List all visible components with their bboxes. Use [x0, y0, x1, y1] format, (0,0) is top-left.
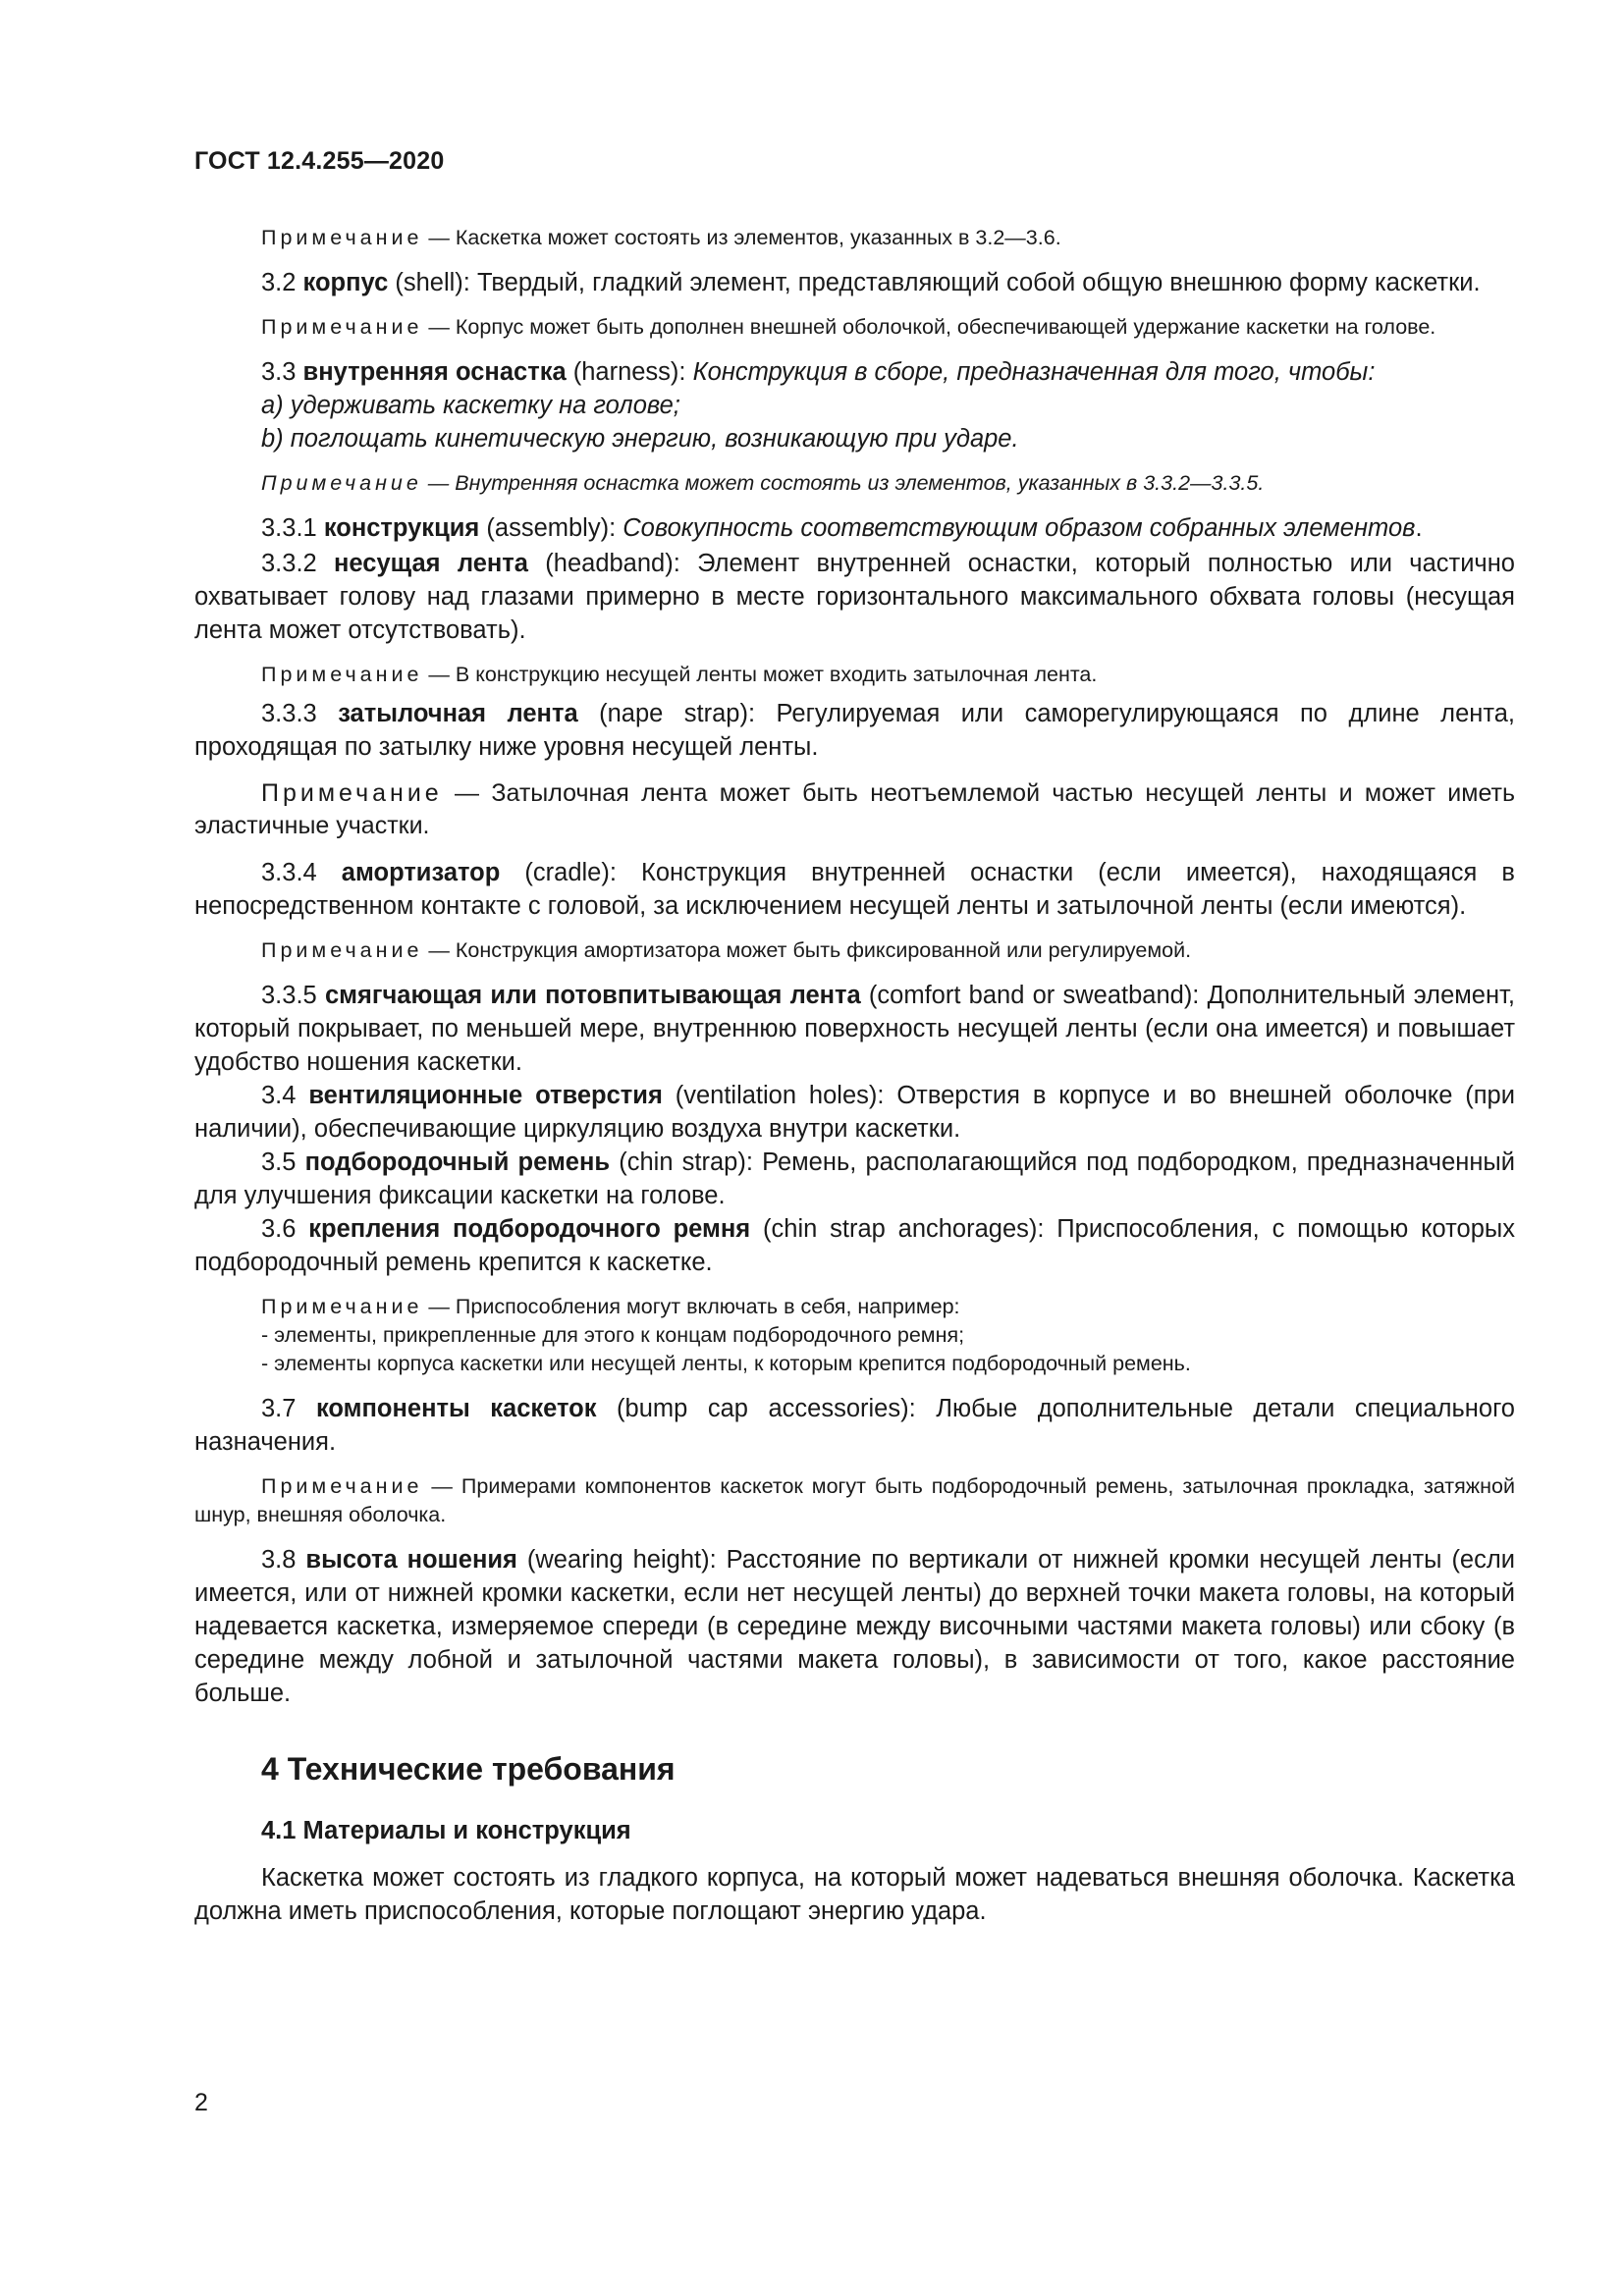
definition-3-3-item-b: b) поглощать кинетическую энергию, возникающую при ударе. [261, 425, 1019, 453]
paragraph-4-1: Каскетка может состоять из гладкого корпуса, на который может надеваться внешняя оболочка. Каскетка должна иметь приспособления, которые поглощают энергию удара. [194, 1864, 1515, 1925]
note-3-3-3: Примечание — Затылочная лента может быть неотъемлемой частью несущей ленты и может иметь эластичные участки. [194, 779, 1515, 839]
definition-3-6: 3.6 крепления подбородочного ремня (chin strap anchorages): Приспособления, с помощью которых подбородочный ремень крепится к каскетке. [194, 1215, 1515, 1276]
definition-3-3: 3.3 внутренняя оснастка (harness): Конструкция в сборе, предназначенная для того, чтобы: [261, 358, 1376, 386]
definition-3-3-5: 3.3.5 смягчающая или потовпитывающая лента (comfort band or sweatband): Дополнительный элемент, который покрывает, по меньшей мере, внутреннюю поверхность несущей ленты (если она имеется) и повышает удобство ношения каскетки. [194, 982, 1515, 1076]
definition-3-3-2: 3.3.2 несущая лента (headband): Элемент внутренней оснастки, который полностью или частично охватывает голову над глазами примерно в месте горизонтального максимального обхвата головы (несущая лента может отсутствовать). [194, 550, 1515, 644]
term: конструкция [323, 514, 480, 542]
definition-3-3-4: 3.3.4 амортизатор (cradle): Конструкция внутренней оснастки (если имеется), находящаяся в непосредственном контакте с головой, за исключением несущей ленты и затылочной ленты (если имеются). [194, 859, 1515, 920]
document-body [194, 224, 1515, 1928]
term: амортизатор [341, 859, 501, 886]
term: несущая лента [334, 550, 528, 577]
note-label: Примечание [261, 226, 423, 249]
definition-3-7: 3.7 компоненты каскеток (bump cap accessories): Любые дополнительные детали специального назначения. [194, 1395, 1515, 1456]
note-text: Каскетка может состоять из элементов, указанных в 3.2—3.6. [455, 226, 1061, 249]
note-label: Примечание [261, 938, 423, 962]
note-label: Примечание [261, 1295, 423, 1318]
term: высота ношения [305, 1546, 517, 1574]
term: крепления подбородочного ремня [308, 1215, 751, 1243]
term: корпус [302, 269, 389, 296]
note-label: Примечание [261, 315, 423, 339]
note-text: Приспособления могут включать в себя, например: [455, 1295, 960, 1318]
term: смягчающая или потовпитывающая лента [324, 982, 861, 1009]
note-3-6-item-1: - элементы, прикрепленные для этого к концам подбородочного ремня; [261, 1323, 965, 1347]
page-number: 2 [194, 2089, 208, 2116]
definition-3-3-1: 3.3.1 конструкция (assembly): Совокупность соответствующим образом собранных элементов. [261, 514, 1423, 542]
definition-3-5: 3.5 подбородочный ремень (chin strap): Ремень, располагающийся под подбородком, предназначенный для улучшения фиксации каскетки на голове. [194, 1148, 1515, 1209]
term: компоненты каскеток [315, 1395, 597, 1422]
note-3-6-item-2: - элементы корпуса каскетки или несущей ленты, к которым крепится подбородочный ремень. [261, 1352, 1191, 1375]
definition-3-2: 3.2 корпус (shell): Твердый, гладкий элемент, представляющий собой общую внешнюю форму каскетки. [261, 269, 1481, 296]
note-text: Примерами компонентов каскеток могут быть подбородочный ремень, затылочная прокладка, затяжной шнур, внешняя оболочка. [194, 1474, 1515, 1526]
note-text: Затылочная лента может быть неотъемлемой частью несущей ленты и может иметь эластичные участки. [194, 779, 1515, 839]
document-header: ГОСТ 12.4.255—2020 [194, 147, 445, 175]
term: внутренняя оснастка [302, 358, 567, 386]
note-label: Примечание [261, 779, 443, 807]
note-label: Примечание [261, 663, 423, 686]
note-3-6: Примечание — Приспособления могут включать в себя, например: [261, 1295, 960, 1318]
note-3-2: Примечание — Корпус может быть дополнен внешней оболочкой, обеспечивающей удержание каскетки на голове. [261, 315, 1436, 339]
term: затылочная лента [338, 700, 578, 727]
note-text: Конструкция амортизатора может быть фиксированной или регулируемой. [455, 938, 1192, 962]
note-text: Корпус может быть дополнен внешней оболочкой, обеспечивающей удержание каскетки на голове. [455, 315, 1436, 339]
term: подбородочный ремень [304, 1148, 611, 1176]
note-3-3-2: Примечание — В конструкцию несущей ленты может входить затылочная лента. [261, 663, 1098, 686]
section-heading-4-1: 4.1 Материалы и конструкция [261, 1817, 631, 1844]
note-label: Примечание [261, 1474, 423, 1498]
definition-3-3-3: 3.3.3 затылочная лента (nape strap): Регулируемая или саморегулирующаяся по длине лента, проходящая по затылку ниже уровня несущей ленты. [194, 700, 1515, 761]
note-3-3: Примечание — Внутренняя оснастка может состоять из элементов, указанных в 3.3.2—3.3.5. [261, 471, 1265, 495]
note-3-1: Примечание — Каскетка может состоять из элементов, указанных в 3.2—3.6. [261, 226, 1061, 249]
term: вентиляционные отверстия [308, 1082, 663, 1109]
section-heading-4: 4 Технические требования [261, 1751, 676, 1787]
note-text: В конструкцию несущей ленты может входить затылочная лента. [455, 663, 1098, 686]
note-label: Примечание [261, 471, 422, 495]
note-3-7: Примечание — Примерами компонентов каскеток могут быть подбородочный ремень, затылочная прокладка, затяжной шнур, внешняя оболочка. [194, 1474, 1515, 1526]
definition-3-3-item-a: a) удерживать каскетку на голове; [261, 392, 680, 419]
note-text: Внутренняя оснастка может состоять из элементов, указанных в 3.3.2—3.3.5. [455, 471, 1265, 495]
note-3-3-4: Примечание — Конструкция амортизатора может быть фиксированной или регулируемой. [261, 938, 1192, 962]
definition-3-4: 3.4 вентиляционные отверстия (ventilation holes): Отверстия в корпусе и во внешней оболочке (при наличии), обеспечивающие циркуляцию воздуха внутри каскетки. [194, 1082, 1515, 1143]
definition-3-8: 3.8 высота ношения (wearing height): Расстояние по вертикали от нижней кромки несущей ленты (если имеется, или от нижней кромки каскетки, если нет несущей ленты) до верхней точки макета головы, на который надевается каскетка, измеряемое спереди (в середине между височными частями макета головы) или сбоку (в середине между лобной и затылочной частями макета головы), в зависимости от того, какое расстояние больше. [194, 1546, 1515, 1707]
